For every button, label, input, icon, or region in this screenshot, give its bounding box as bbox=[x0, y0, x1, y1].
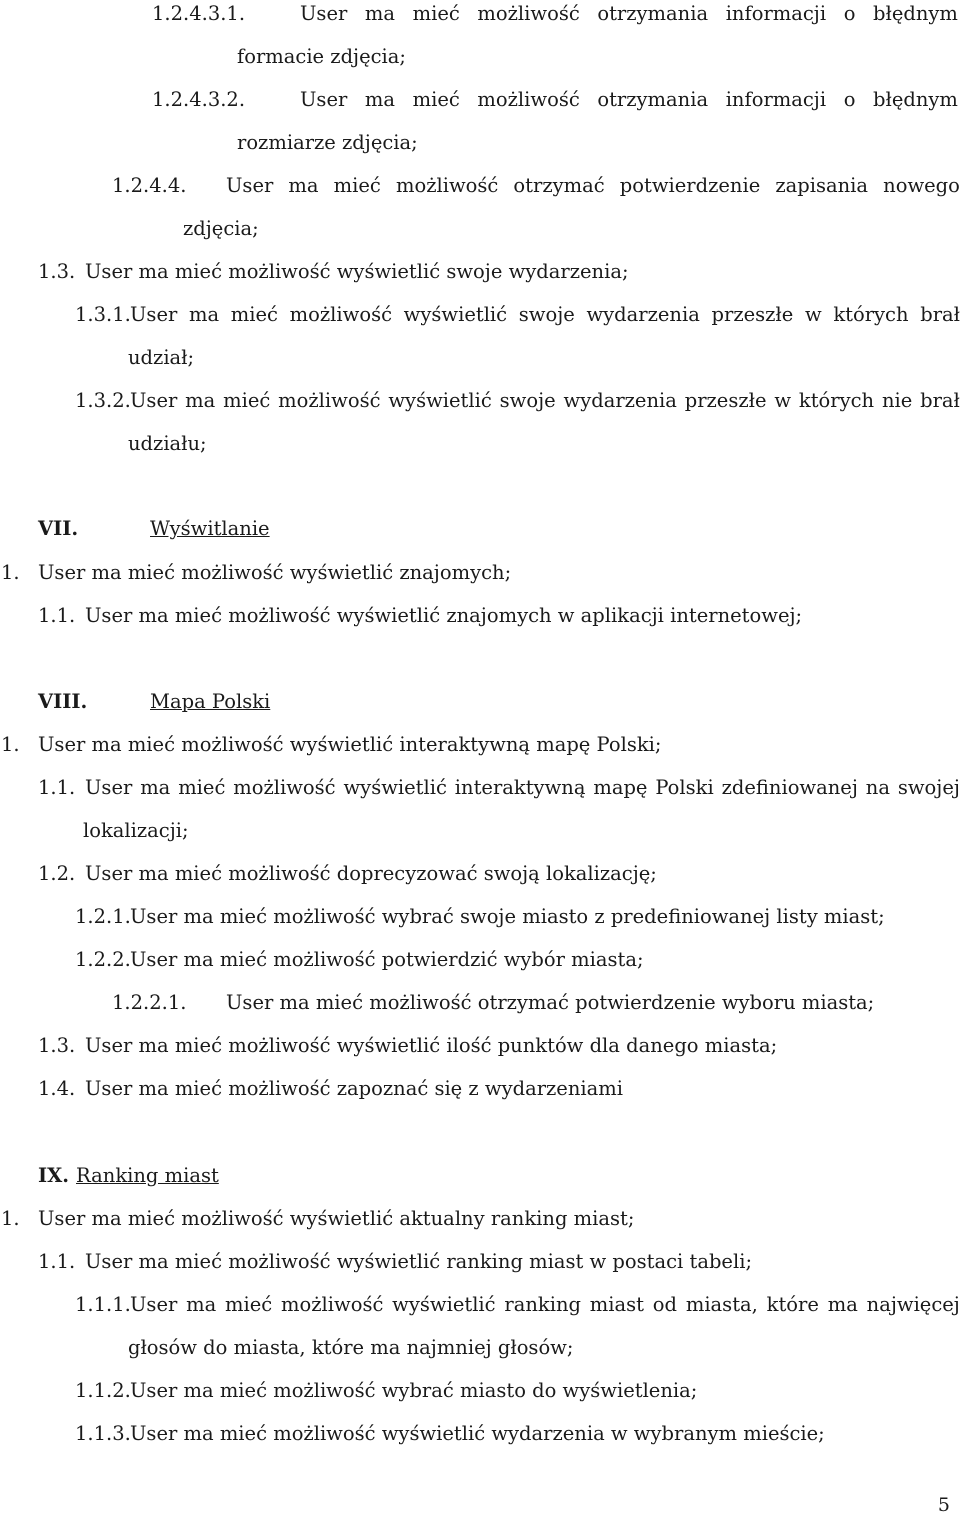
word: wyświetlić bbox=[388, 389, 492, 412]
list-item-text: User ma mieć możliwość wyświetlić ilość punktów dla danego miasta; bbox=[85, 1034, 778, 1057]
word: Polski bbox=[655, 776, 714, 799]
item-number: 1.3.1. bbox=[75, 303, 131, 326]
word: mapę bbox=[593, 776, 648, 799]
word: możliwość bbox=[289, 303, 392, 326]
list-item-continuation: formacie zdjęcia; bbox=[237, 45, 406, 68]
word: przeszłe bbox=[711, 303, 794, 326]
word: mieć bbox=[178, 776, 226, 799]
list-item-text: User ma mieć możliwość wyświetlić aktualny ranking miast; bbox=[38, 1207, 635, 1230]
list-item-text bbox=[130, 1295, 960, 1315]
list-item-text: User ma mieć możliwość wyświetlić wydarzenia w wybranym mieście; bbox=[130, 1422, 825, 1445]
item-number: 1.2.4.3.2. bbox=[152, 88, 246, 111]
section-title: Mapa Polski bbox=[150, 690, 271, 713]
list-item-text: User ma mieć możliwość wyświetlić swoje wydarzenia; bbox=[85, 260, 629, 283]
section-number: VIII. bbox=[38, 690, 88, 713]
word: możliwość bbox=[233, 776, 336, 799]
word: potwierdzenie bbox=[619, 174, 761, 197]
word: możliwość bbox=[395, 174, 499, 197]
list-item-continuation: zdjęcia; bbox=[183, 217, 259, 240]
word: wyświetlić bbox=[403, 303, 508, 326]
section-number: VII. bbox=[38, 517, 79, 540]
list-item-text: User ma mieć możliwość otrzymać potwierdzenie wyboru miasta; bbox=[226, 991, 875, 1014]
word: brał bbox=[920, 303, 960, 326]
word: mieć bbox=[412, 2, 460, 25]
word: otrzymania bbox=[597, 88, 709, 111]
word: swoje bbox=[499, 389, 556, 412]
item-number: 1. bbox=[1, 561, 20, 584]
word: ranking bbox=[504, 1293, 581, 1316]
list-item-text bbox=[85, 778, 960, 798]
word: informacji bbox=[725, 88, 827, 111]
word: mieć bbox=[225, 1293, 273, 1316]
list-item-text bbox=[130, 391, 960, 411]
word: ma bbox=[364, 88, 396, 111]
list-item-text: User ma mieć możliwość doprecyzować swoją lokalizację; bbox=[85, 862, 657, 885]
word: wydarzenia bbox=[586, 303, 700, 326]
word: ma bbox=[186, 1293, 217, 1316]
word: User bbox=[130, 303, 178, 326]
item-number: 1.2. bbox=[38, 862, 76, 885]
list-item-continuation: głosów do miasta, które ma najmniej głosów; bbox=[128, 1336, 574, 1359]
word: interaktywną bbox=[454, 776, 586, 799]
item-number: 1. bbox=[1, 1207, 20, 1230]
word: User bbox=[130, 389, 178, 412]
word: swojej bbox=[897, 776, 960, 799]
word: na bbox=[865, 776, 890, 799]
list-item-text: User ma mieć możliwość wyświetlić znajomych w aplikacji internetowej; bbox=[85, 604, 803, 627]
item-number: 1. bbox=[1, 733, 20, 756]
word: których bbox=[798, 389, 875, 412]
word: miast bbox=[589, 1293, 644, 1316]
word: których bbox=[833, 303, 909, 326]
word: o bbox=[843, 88, 856, 111]
word: możliwość bbox=[281, 1293, 384, 1316]
word: otrzymać bbox=[513, 174, 605, 197]
word: mieć bbox=[333, 174, 381, 197]
word: brał bbox=[920, 389, 960, 412]
item-number: 1.1. bbox=[38, 604, 76, 627]
list-item-text bbox=[300, 90, 958, 110]
word: ma bbox=[827, 1293, 858, 1316]
item-number: 1.1. bbox=[38, 776, 76, 799]
word: najwięcej bbox=[866, 1293, 960, 1316]
list-item-text: User ma mieć możliwość potwierdzić wybór miasta; bbox=[130, 948, 644, 971]
list-item-text: User ma mieć możliwość wybrać swoje miasto z predefiniowanej listy miast; bbox=[130, 905, 885, 928]
word: od bbox=[652, 1293, 678, 1316]
item-number: 1.2.4.3.1. bbox=[152, 2, 246, 25]
word: ma bbox=[185, 389, 216, 412]
list-item-text: User ma mieć możliwość wyświetlić ranking miast w postaci tabeli; bbox=[85, 1250, 753, 1273]
word: wyświetlić bbox=[343, 776, 447, 799]
word: możliwość bbox=[278, 389, 381, 412]
word: otrzymania bbox=[597, 2, 709, 25]
list-item-continuation: udział; bbox=[128, 346, 195, 369]
list-item-text: User ma mieć możliwość wyświetlić znajomych; bbox=[38, 561, 512, 584]
word: przeszłe bbox=[684, 389, 767, 412]
word: mieć bbox=[412, 88, 460, 111]
word: zapisania bbox=[775, 174, 869, 197]
item-number: 1.3. bbox=[38, 1034, 76, 1057]
item-number: 1.1.3. bbox=[75, 1422, 131, 1445]
word: informacji bbox=[725, 2, 827, 25]
item-number: 1.2.2. bbox=[75, 948, 131, 971]
item-number: 1.1.2. bbox=[75, 1379, 131, 1402]
word: możliwość bbox=[477, 2, 580, 25]
list-item-continuation: udziału; bbox=[128, 432, 207, 455]
word: User bbox=[130, 1293, 178, 1316]
list-item-continuation: lokalizacji; bbox=[83, 819, 189, 842]
list-item-continuation: rozmiarze zdjęcia; bbox=[237, 131, 418, 154]
section-title: Wyświtlanie bbox=[150, 517, 270, 540]
word: User bbox=[300, 88, 348, 111]
item-number: 1.2.2.1. bbox=[112, 991, 187, 1014]
word: o bbox=[843, 2, 856, 25]
word: ma bbox=[364, 2, 396, 25]
word: User bbox=[300, 2, 348, 25]
item-number: 1.1.1. bbox=[75, 1293, 131, 1316]
word: nowego bbox=[883, 174, 960, 197]
word: nie bbox=[881, 389, 913, 412]
word: User bbox=[226, 174, 274, 197]
word: błędnym bbox=[873, 2, 958, 25]
section-number: IX. bbox=[38, 1164, 70, 1187]
list-item-text: User ma mieć możliwość wyświetlić interaktywną mapę Polski; bbox=[38, 733, 662, 756]
word: możliwość bbox=[477, 88, 580, 111]
item-number: 1.3. bbox=[38, 260, 76, 283]
section-title: Ranking miast bbox=[76, 1164, 219, 1187]
word: w bbox=[774, 389, 792, 412]
list-item-text bbox=[130, 305, 960, 325]
list-item-text: User ma mieć możliwość wybrać miasto do wyświetlenia; bbox=[130, 1379, 698, 1402]
word: w bbox=[804, 303, 822, 326]
word: wyświetlić bbox=[392, 1293, 496, 1316]
item-number: 1.3.2. bbox=[75, 389, 131, 412]
item-number: 1.2.4.4. bbox=[112, 174, 187, 197]
word: swoje bbox=[518, 303, 575, 326]
item-number: 1.2.1. bbox=[75, 905, 131, 928]
item-number: 1.1. bbox=[38, 1250, 76, 1273]
word: wydarzenia bbox=[563, 389, 677, 412]
item-number: 1.4. bbox=[38, 1077, 76, 1100]
word: miasta, bbox=[685, 1293, 758, 1316]
page-number: 5 bbox=[937, 1494, 950, 1516]
word: zdefiniowanej bbox=[721, 776, 858, 799]
word: ma bbox=[288, 174, 319, 197]
list-item-text bbox=[300, 4, 958, 24]
list-item-text bbox=[226, 176, 960, 196]
word: ma bbox=[140, 776, 171, 799]
word: ma bbox=[188, 303, 220, 326]
word: błędnym bbox=[873, 88, 958, 111]
word: mieć bbox=[223, 389, 271, 412]
word: które bbox=[766, 1293, 819, 1316]
word: User bbox=[85, 776, 133, 799]
word: mieć bbox=[230, 303, 278, 326]
list-item-text: User ma mieć możliwość zapoznać się z wydarzeniami bbox=[85, 1077, 623, 1100]
